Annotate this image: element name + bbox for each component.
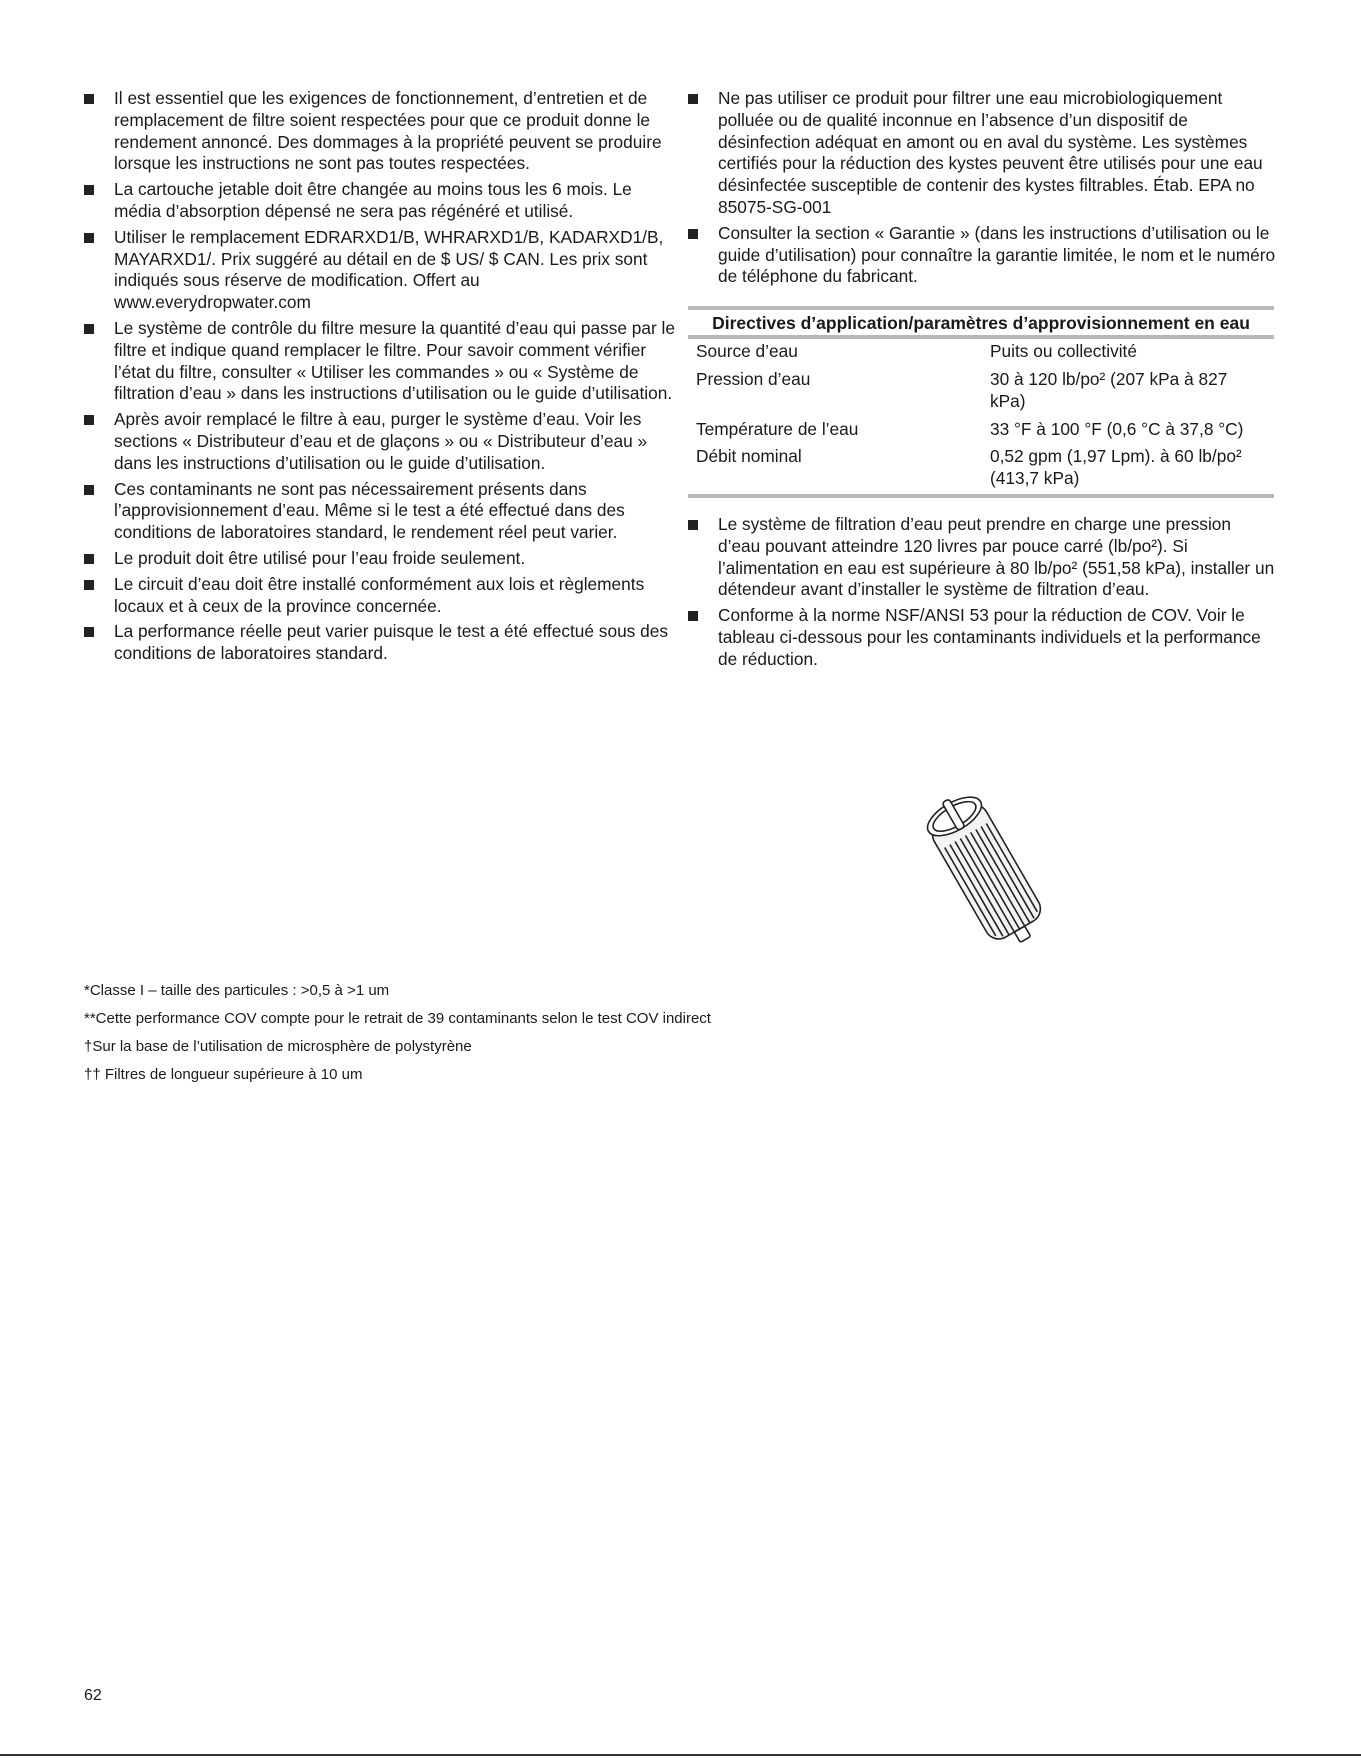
footnotes — [84, 982, 984, 1094]
right-column — [688, 88, 1278, 675]
list-item: Après avoir remplacé le filtre à eau, purger le système d’eau. Voir les sections « Distributeur d’eau et de glaçons » ou « Distributeur d’eau » dans les instructions d’utilisation ou le guide d’utilisation. — [84, 409, 676, 474]
list-item: Le produit doit être utilisé pour l’eau froide seulement. — [84, 548, 676, 570]
list-item: La performance réelle peut varier puisque le test a été effectué sous des conditions de laboratoires standard. — [84, 621, 676, 665]
footnote: †† Filtres de longueur supérieure à 10 um — [84, 1066, 363, 1083]
water-supply-parameters-table — [688, 306, 1274, 498]
left-column — [84, 88, 676, 669]
row-label: Débit nominal — [696, 446, 802, 467]
row-label: Pression d’eau — [696, 368, 811, 389]
row-value: 33 °F à 100 °F (0,6 °C à 37,8 °C) — [990, 418, 1244, 439]
table-row — [688, 444, 1274, 494]
row-value: Puits ou collectivité — [990, 341, 1137, 362]
list-item: Ne pas utiliser ce produit pour filtrer une eau microbiologiquement polluée ou de qualité inconnue en l’absence d’un dispositif de désinfection adéquat en amont ou en aval du système. Les systèmes certifiés pour la réduction des kystes peuvent être utilisés pour une eau désinfectée susceptible de contenir des kystes filtrables. Étab. EPA no 85075-SG-001 — [688, 88, 1278, 219]
list-item: Utiliser le remplacement EDRARXD1/B, WHRARXD1/B, KADARXD1/B, MAYARXD1/. Prix suggéré au détail en de $ US/ $ CAN. Les prix sont indiqués sous réserve de modification. Offert au www.everydropwater.com — [84, 227, 676, 314]
table-title: Directives d’application/paramètres d’approvisionnement en eau — [688, 306, 1274, 339]
list-item: Consulter la section « Garantie » (dans les instructions d’utilisation ou le guide d’utilisation) pour connaître la garantie limitée, le nom et le numéro de téléphone du fabricant. — [688, 223, 1278, 288]
page-number: 62 — [84, 1687, 102, 1704]
list-item: Il est essentiel que les exigences de fonctionnement, d’entretien et de remplacement de filtre soient respectées pour que ce produit donne le rendement annoncé. Des dommages à la propriété peuvent se produire lorsque les instructions ne sont pas toutes respectées. — [84, 88, 676, 175]
footnote: **Cette performance COV compte pour le retrait de 39 contaminants selon le test COV indirect — [84, 1010, 711, 1027]
list-item: Conforme à la norme NSF/ANSI 53 pour la réduction de COV. Voir le tableau ci-dessous pour les contaminants individuels et la performance de réduction. — [688, 605, 1278, 670]
table-row — [688, 417, 1274, 445]
list-item: Ces contaminants ne sont pas nécessairement présents dans l’approvisionnement d’eau. Même si le test a été effectué dans des conditions de laboratoires standard, le rendement réel peut varier. — [84, 479, 676, 544]
list-item: Le circuit d’eau doit être installé conformément aux lois et règlements locaux et à ceux de la province concernée. — [84, 574, 676, 618]
list-item: Le système de contrôle du filtre mesure la quantité d’eau qui passe par le filtre et indique quand remplacer le filtre. Pour savoir comment vérifier l’état du filtre, consulter « Utiliser les commandes » ou « Système de filtration d’eau » dans les instructions d’utilisation ou le guide d’utilisation. — [84, 318, 676, 405]
list-item: Le système de filtration d’eau peut prendre en charge une pression d’eau pouvant atteindre 120 livres par pouce carré (lb/po²). Si l’alimentation en eau est supérieure à 80 lb/po² (551,58 kPa), installer un détendeur avant d’installer le système de filtration d’eau. — [688, 514, 1278, 601]
footer-rule — [0, 1754, 1361, 1756]
right-bullet-list-top — [688, 88, 1278, 288]
table-row — [688, 367, 1274, 417]
left-bullet-list — [84, 88, 676, 665]
right-bullet-list-bottom — [688, 514, 1278, 671]
row-label: Température de l’eau — [696, 418, 859, 439]
footnote: *Classe I – taille des particules : >0,5 à >1 um — [84, 982, 390, 999]
row-value: 0,52 gpm (1,97 Lpm). à 60 lb/po² (413,7 kPa) — [990, 446, 1242, 489]
row-label: Source d’eau — [696, 341, 798, 362]
table-bottom-rule — [688, 494, 1274, 498]
table-row — [688, 339, 1274, 367]
water-filter-cartridge-illustration — [912, 786, 1060, 956]
row-value: 30 à 120 lb/po² (207 kPa à 827 kPa) — [990, 368, 1228, 411]
list-item: La cartouche jetable doit être changée au moins tous les 6 mois. Le média d’absorption dépensé ne sera pas régénéré et utilisé. — [84, 179, 676, 223]
footnote: †Sur la base de l’utilisation de microsphère de polystyrène — [84, 1038, 472, 1055]
